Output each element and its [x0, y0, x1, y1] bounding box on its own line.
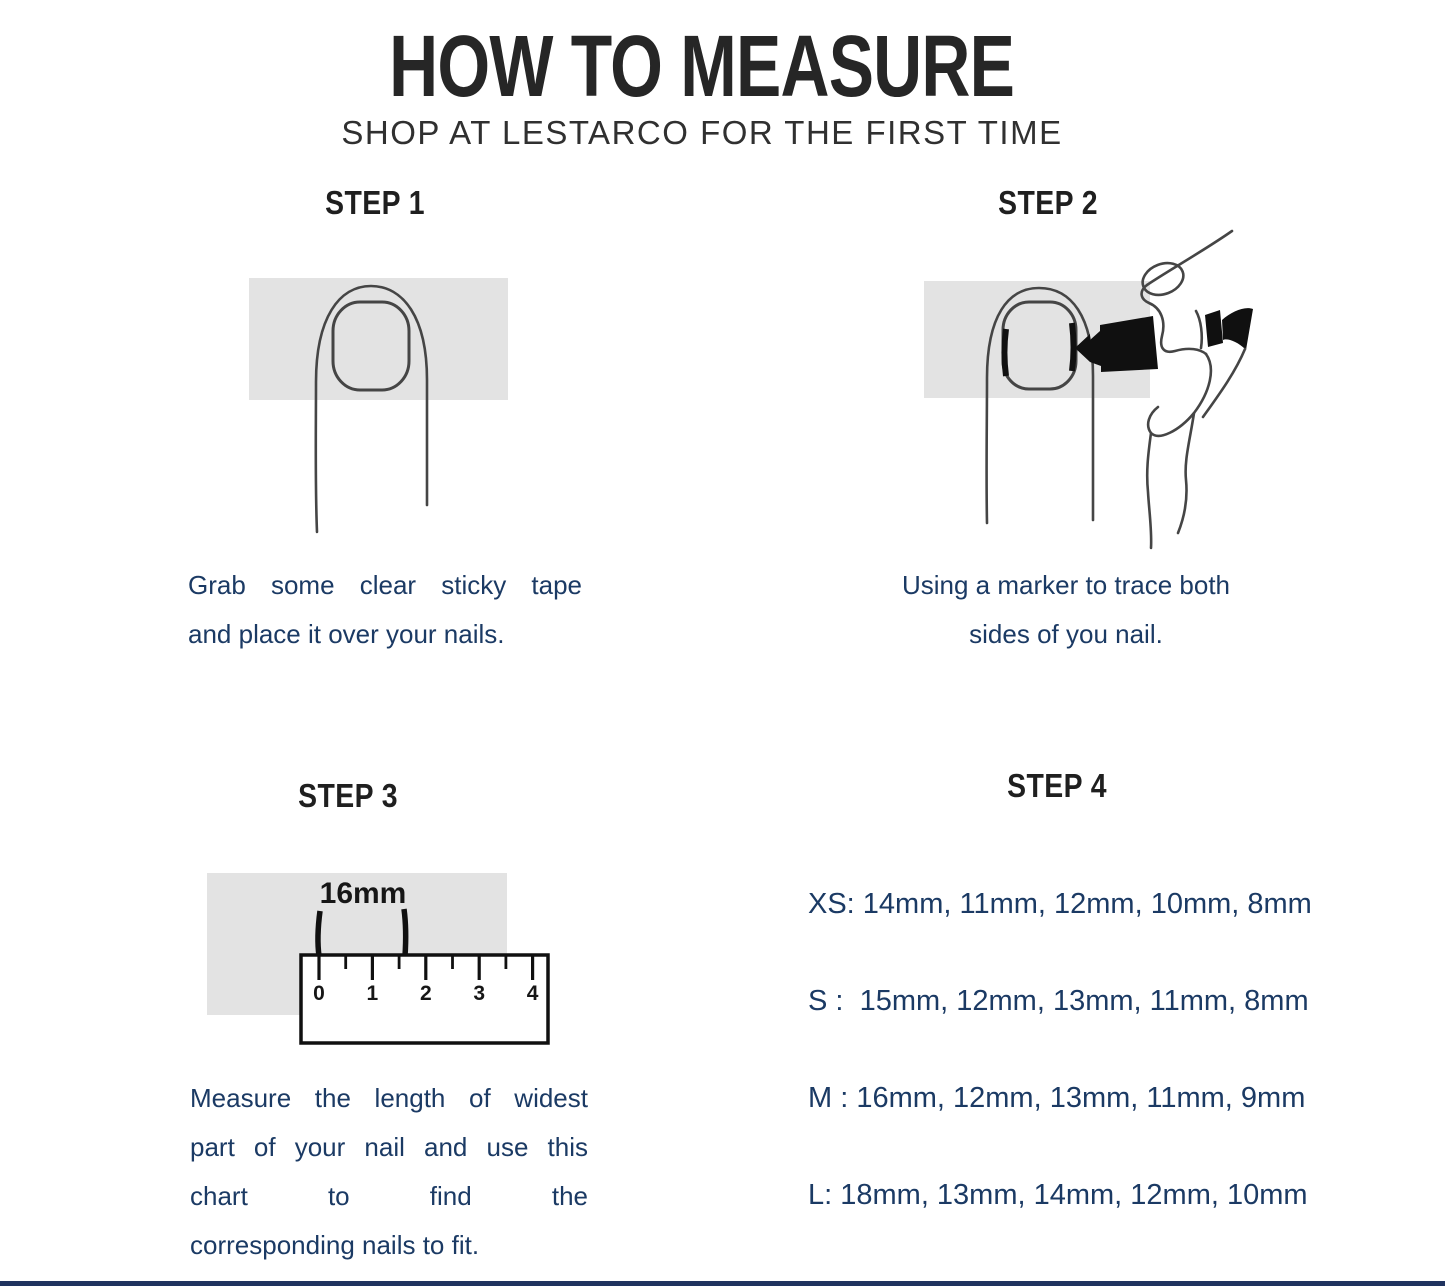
- step1-caption: [188, 561, 582, 659]
- caption-line: chart to find the: [190, 1181, 588, 1211]
- size-row-l: L: 18mm, 13mm, 14mm, 12mm, 10mm: [808, 1179, 1308, 1211]
- nail-trace-mark-left: [1005, 329, 1007, 376]
- marker-flare: [1222, 308, 1253, 350]
- hand-outline: [1138, 231, 1245, 548]
- caption-line: sides of you nail.: [969, 619, 1163, 649]
- step3-ruler-drawing: [190, 865, 570, 1055]
- index-finger-top-line: [1147, 231, 1232, 285]
- size-row-m: M : 16mm, 12mm, 13mm, 11mm, 9mm: [808, 1082, 1306, 1114]
- step3-illustration: [190, 865, 570, 1055]
- step3-header: STEP 3: [298, 777, 398, 814]
- caption-line: and place it over your nails.: [188, 619, 505, 649]
- measurement-label: 16mm: [319, 877, 407, 910]
- page-title-text: HOW TO MEASURE: [389, 18, 1015, 115]
- nail-trace-mark-right: [1072, 323, 1074, 371]
- bottom-accent-bar: [0, 1281, 1445, 1286]
- step1-finger-tape-drawing: [230, 268, 530, 543]
- step4-header: STEP 4: [1007, 767, 1107, 804]
- marker-back-segment: [1205, 310, 1223, 347]
- trace-mark-right: [404, 909, 406, 956]
- trace-mark-left: [318, 911, 320, 956]
- step3-caption: [190, 1074, 588, 1270]
- step1-illustration: [230, 268, 530, 543]
- ruler-label-4: 4: [526, 982, 539, 1005]
- size-row-s: S : 15mm, 12mm, 13mm, 11mm, 8mm: [808, 985, 1309, 1017]
- page-title: [0, 20, 1404, 114]
- caption-line: Using a marker to trace both: [901, 570, 1231, 600]
- caption-line: part of your nail and use this: [190, 1132, 588, 1162]
- ruler-label-0: 0: [313, 982, 325, 1005]
- caption-line: corresponding nails to fit.: [190, 1230, 480, 1260]
- step2-illustration: [900, 225, 1320, 555]
- finger-edge-line: [1196, 311, 1202, 348]
- palm-line-right: [1178, 413, 1194, 533]
- ruler-label-3: 3: [473, 982, 486, 1005]
- step2-marker-drawing: [900, 225, 1320, 555]
- ruler-label-1: 1: [366, 982, 379, 1005]
- caption-line: Grab some clear sticky tape: [188, 570, 582, 600]
- caption-line: Measure the length of widest: [190, 1083, 588, 1113]
- step1-header: STEP 1: [325, 184, 425, 221]
- step2-caption: [868, 561, 1264, 659]
- palm-line-left: [1147, 433, 1151, 548]
- ruler-label-2: 2: [419, 982, 432, 1005]
- step2-header: STEP 2: [998, 184, 1098, 221]
- size-row-xs: XS: 14mm, 11mm, 12mm, 10mm, 8mm: [808, 888, 1312, 920]
- tape-rect: [249, 278, 508, 400]
- page-subtitle: SHOP AT LESTARCO FOR THE FIRST TIME: [341, 114, 1063, 151]
